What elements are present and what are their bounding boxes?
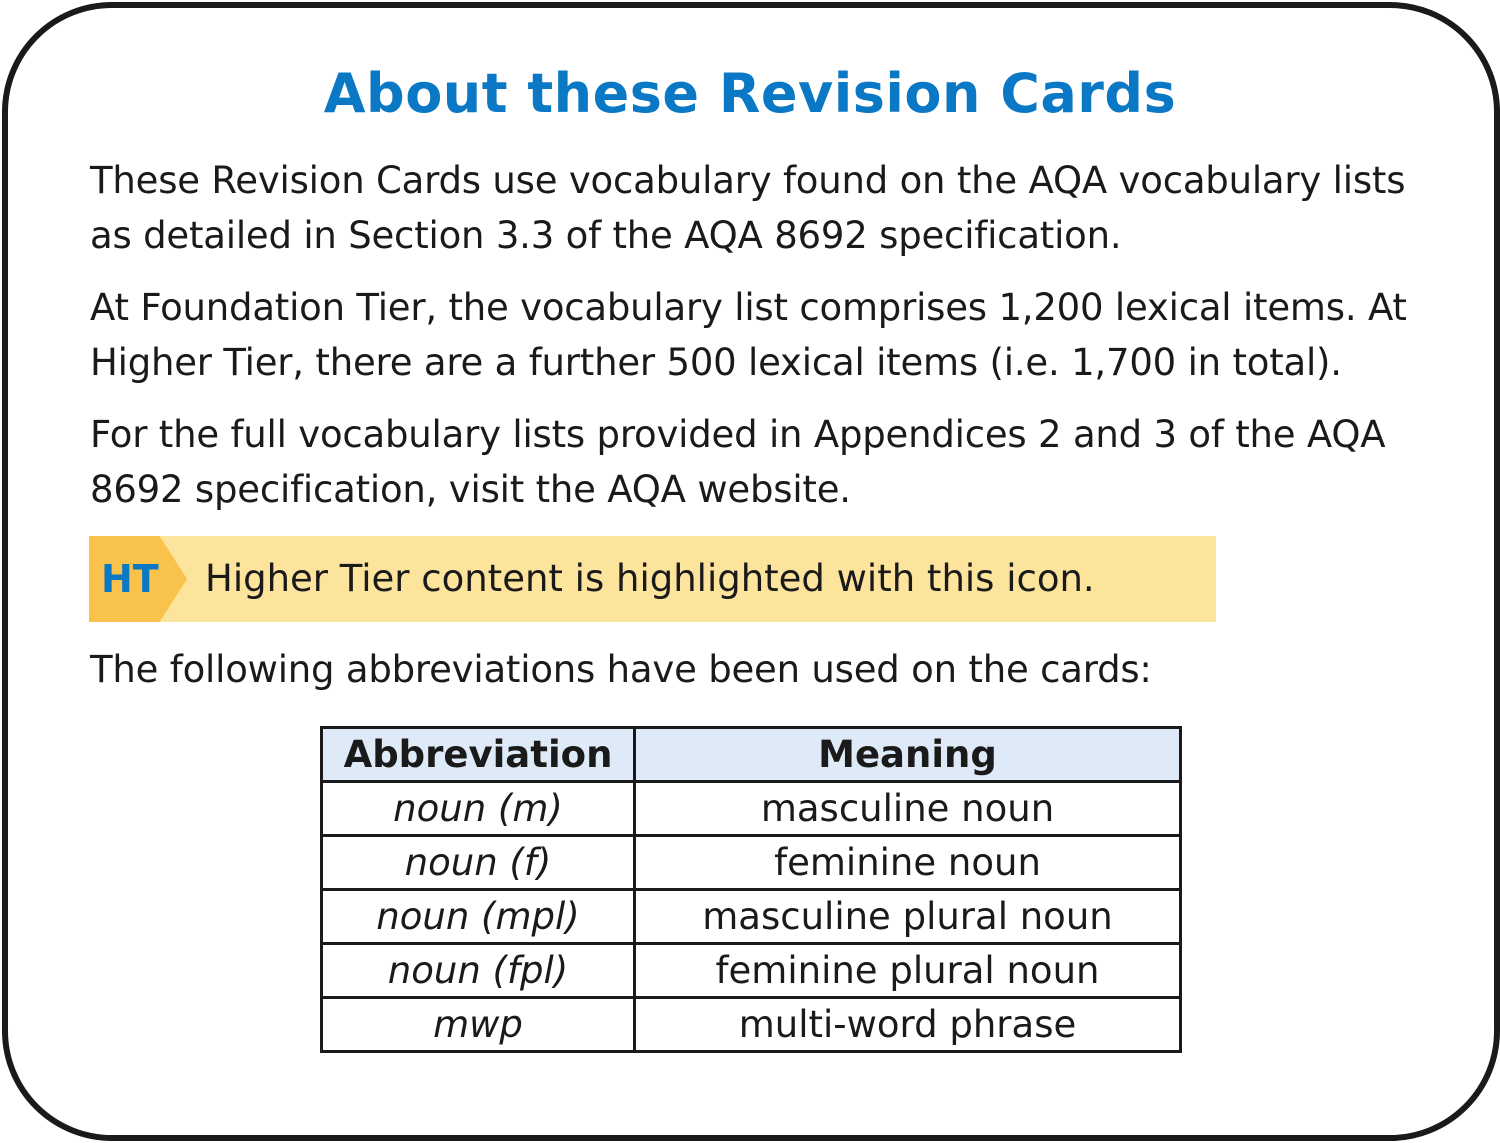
column-header-abbreviation: Abbreviation	[322, 728, 635, 782]
meaning-cell: feminine plural noun	[635, 944, 1181, 998]
meaning-cell: masculine noun	[635, 782, 1181, 836]
meaning-cell: masculine plural noun	[635, 890, 1181, 944]
abbreviation-cell: noun (mpl)	[322, 890, 635, 944]
table-header-row	[322, 728, 1181, 782]
abbreviations-intro: The following abbreviations have been used on the cards:	[90, 648, 1152, 691]
higher-tier-banner	[89, 536, 1216, 622]
appendices-paragraph: For the full vocabulary lists provided in Appendices 2 and 3 of the AQA 8692 specification, visit the AQA website.	[90, 413, 1386, 511]
column-header-meaning: Meaning	[635, 728, 1181, 782]
table-row	[322, 998, 1181, 1052]
page-title: About these Revision Cards	[323, 62, 1177, 125]
abbreviation-cell: noun (f)	[322, 836, 635, 890]
meaning-cell: feminine noun	[635, 836, 1181, 890]
table-row	[322, 890, 1181, 944]
intro-paragraph: These Revision Cards use vocabulary found on the AQA vocabulary lists as detailed in Section 3.3 of the AQA 8692 specification.	[90, 159, 1406, 257]
abbreviation-cell: mwp	[322, 998, 635, 1052]
abbreviation-cell: noun (m)	[322, 782, 635, 836]
tier-paragraph: At Foundation Tier, the vocabulary list comprises 1,200 lexical items. At Higher Tier, there are a further 500 lexical items (i.e. 1,700 in total).	[90, 286, 1407, 384]
table-row	[322, 782, 1181, 836]
table-row	[322, 944, 1181, 998]
table-row	[322, 836, 1181, 890]
higher-tier-banner-text: Higher Tier content is highlighted with this icon.	[205, 557, 1095, 600]
meaning-cell: multi-word phrase	[635, 998, 1181, 1052]
abbreviation-cell: noun (fpl)	[322, 944, 635, 998]
abbreviations-table	[320, 726, 1182, 1053]
higher-tier-icon-label: HT	[101, 557, 159, 601]
